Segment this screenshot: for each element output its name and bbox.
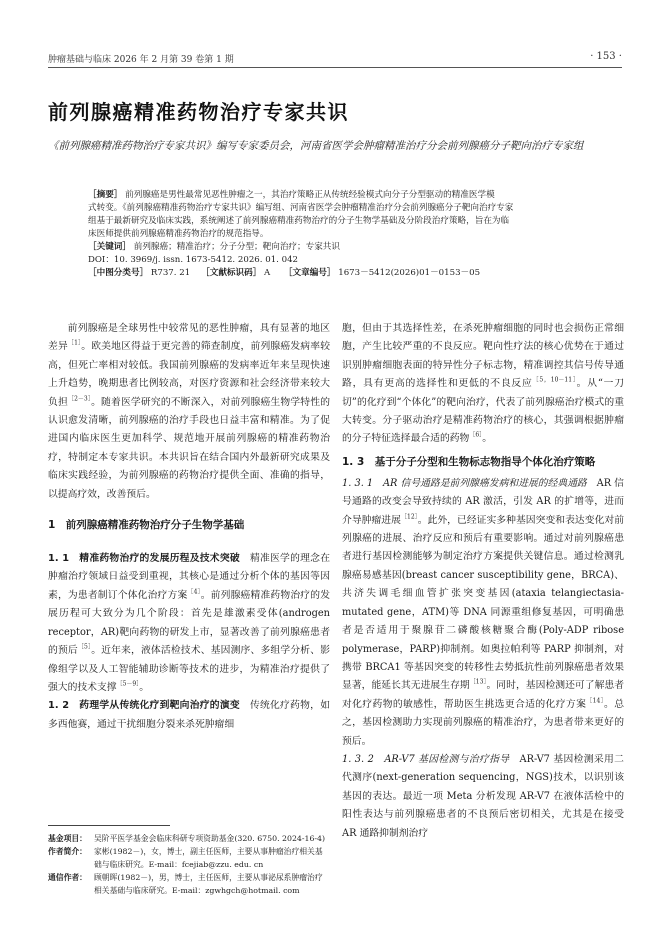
doi-line: DOI：10. 3969/j. issn. 1673-5412. 2026. 01. 042 [88, 255, 299, 265]
abstract-line-4: 床医师提供前列腺癌精准药物治疗的规范指导。 [88, 229, 269, 239]
abstract-block [88, 189, 620, 280]
section-1-1-heading: 1. 1 精准药物治疗的发展历程及技术突破 [48, 553, 240, 565]
section-1-3-1-paragraph: 1. 3. 1 AR 信号通路是前列腺癌发病和进展的经典通路 AR 信号通路的改变会导致持续的 AR 激活，引发 AR 的扩增等，进而介导肿瘤进展$^{[12]}$。此外，已经证实多种基因突变和表达变化对前列腺癌的进展、治疗反应和预后有重要影响。通过对前列腺癌患者进行基因检测能够为制定治疗方案提供关键信息。通过检测乳腺癌易感基因(breast cancer susceptibility gene，BRCA)、共济失调毛细血管扩张突变基因(ataxia telangiectasia-mutated gene，ATM)等 DNA 同源重组修复基因，可明确患者是否适用于聚腺苷二磷酸核糖聚合酶(Poly-ADP ribose polymerase，PARP)抑制剂。如奥拉帕利等 PARP 抑制剂，对携带 BRCA1 等基因突变的转移性去势抵抗性前列腺癌患者效果显著，能延长其无进展生存期$^{[13]}$。同时，基因检测还可了解患者对化疗药物的敏感性，帮助医生挑选更合适的化疗方案$^{[14]}$。总之，基因检测助力实现前列腺癌的精准治疗，为患者带来更好的预后。 [342, 477, 625, 747]
clc-label: ［中图分类号］ [88, 268, 149, 278]
section-1-1-paragraph: 1. 1 精准药物治疗的发展历程及技术突破 精准医学的理念在肿瘤治疗领域日益受到重视，其核心是通过分析个体的基因等因素，为患者制订个体化治疗方案$^{[4]}$。前列腺癌精准药物治疗的发展历程可大致分为几个阶段：首先是雄激素受体(androgen receptor，AR)靶向药物的研发上市，显著改善了前列腺癌患者的预后$^{[5]}$。近年来，液体活检技术、基因测序、多组学分析、影像组学以及人工智能辅助诊断等技术的进步，为精准治疗提供了强大的技术支撑$^{[5-9]}$。 [48, 553, 331, 693]
section-1-2-heading: 1. 2 药理学从传统化疗到靶向治疗的演变 [48, 700, 240, 712]
abstract-line-1: ［摘要］ 前列腺癌是男性最常见恶性肿瘤之一，其治疗策略正从传统经验模式向分子分型驱动的精准医学模 [88, 190, 495, 200]
section-1-heading: 1 前列腺癌精准药物治疗分子生物学基础 [48, 519, 245, 532]
continuation-paragraph: 胞，但由于其选择性差，在杀死肿瘤细胞的同时也会损伤正常细胞，产生比较严重的不良反应。靶向性疗法的核心优势在于通过识别肿瘤细胞表面的特异性分子标志物，精准调控其信号传导通路，具有更高的选择性和更低的不良反应$^{[5,10-11]}$。从“一刀切”的化疗到“个体化”的靶向治疗，代表了前列腺癌治疗模式的重大转变。分子驱动治疗是精准药物治疗的核心，其强调根据肿瘤的分子特征选择最合适的药物$^{[6]}$。 [342, 323, 625, 445]
page-number: · 153 · [590, 51, 622, 62]
doc-code-value: A [264, 268, 271, 278]
header-rule [48, 67, 622, 68]
section-1-3-1-heading: 1. 3. 1 AR 信号通路是前列腺癌发病和进展的经典通路 [342, 477, 587, 489]
section-1-3-2-heading: 1. 3. 2 AR-V7 基因检测与治疗指导 [342, 753, 510, 765]
clc-value: R737. 21 [150, 268, 191, 278]
keywords-label: ［关键词］ [88, 242, 131, 252]
abstract-label: ［摘要］ [88, 190, 123, 200]
classification-line [88, 267, 620, 280]
article-title: 前列腺癌精准药物治疗专家共识 [48, 100, 349, 124]
footnote-author: 作者简介： 家彬(1982－)，女，博士，副主任医师，主要从事肿瘤治疗相关基础与临床研究。E-mail：fcejiab@zzu. edu. cn [48, 847, 323, 869]
left-column [48, 320, 330, 734]
footnote-corresponding: 通信作者： 顾朝晖(1982－)，男，博士，主任医师，主要从事泌尿系肿瘤治疗相关基础与临床研究。E-mail：zgwhgch@hotmail. com [48, 873, 323, 895]
keywords-text: 前列腺癌；精准治疗；分子分型；靶向治疗；专家共识 [133, 242, 340, 252]
doc-code-label: ［文献标识码］ [201, 268, 262, 278]
journal-header: 肿瘤基础与临床 2026 年 2 月第 39 卷第 1 期 [48, 55, 234, 65]
article-no-value: 1673－5412(2026)01－0153－05 [338, 268, 481, 278]
abstract-line-2: 式转变。《前列腺癌精准药物治疗专家共识》编写组、河南省医学会肿瘤精准治疗分会前列腺癌分子靶向治疗专家 [88, 203, 514, 213]
author-line: 《前列腺癌精准药物治疗专家共识》编写专家委员会，河南省医学会肿瘤精准治疗分会前列腺癌分子靶向治疗专家组 [48, 140, 584, 152]
footnote-funding: 基金项目： 吴阶平医学基金会临床科研专项资助基金(320. 6750. 2024-16-4) [48, 834, 326, 843]
section-1-3-2-paragraph: 1. 3. 2 AR-V7 基因检测与治疗指导 AR-V7 基因检测采用二代测序(next-generation sequencing，NGS)技术，以识别该基因的表达。最近一项 Meta 分析发现 AR-V7 在液体活检中的阳性表达与前列腺癌患者的不良预后密切相关，尤其是在接受 AR 通路抑制剂治疗 [342, 753, 624, 839]
section-1-2-paragraph: 1. 2 药理学从传统化疗到靶向治疗的演变 传统化疗药物，如多西他赛，通过干扰细胞分裂来杀死肿瘤细 [48, 700, 331, 730]
intro-paragraph: 前列腺癌是全球男性中较常见的恶性肿瘤，具有显著的地区差异$^{[1]}$。欧美地区得益于更完善的筛查制度，前列腺癌发病率较高，但死亡率相对较低。我国前列腺癌的发病率近年来呈现快速上升趋势，晚期患者比例较高，对医疗资源和社会经济带来较大负担$^{[2-3]}$。随着医学研究的不断深入，对前列腺癌生物学特性的认识愈发清晰，前列腺癌的治疗手段也日益丰富和精准。为了促进国内临床医生更加科学、规范地开展前列腺癌的精准药物治疗，特制定本专家共识。本共识旨在结合国内外最新研究成果及临床实践经验，为前列腺癌的药物治疗提供全面、准确的指导，以提高疗效，改善预后。 [48, 323, 331, 500]
abstract-line-3: 组基于最新研究及临床实践，系统阐述了前列腺癌精准药物治疗的分子生物学基础及分阶段治疗策略，旨在为临 [88, 216, 510, 226]
footnotes [48, 832, 328, 897]
footnote-rule [48, 825, 170, 826]
right-column [342, 320, 624, 843]
article-no-label: ［文章编号］ [283, 268, 336, 278]
keywords-line [88, 241, 620, 254]
section-1-3-heading: 1. 3 基于分子分型和生物标志物指导个体化治疗策略 [342, 455, 596, 468]
